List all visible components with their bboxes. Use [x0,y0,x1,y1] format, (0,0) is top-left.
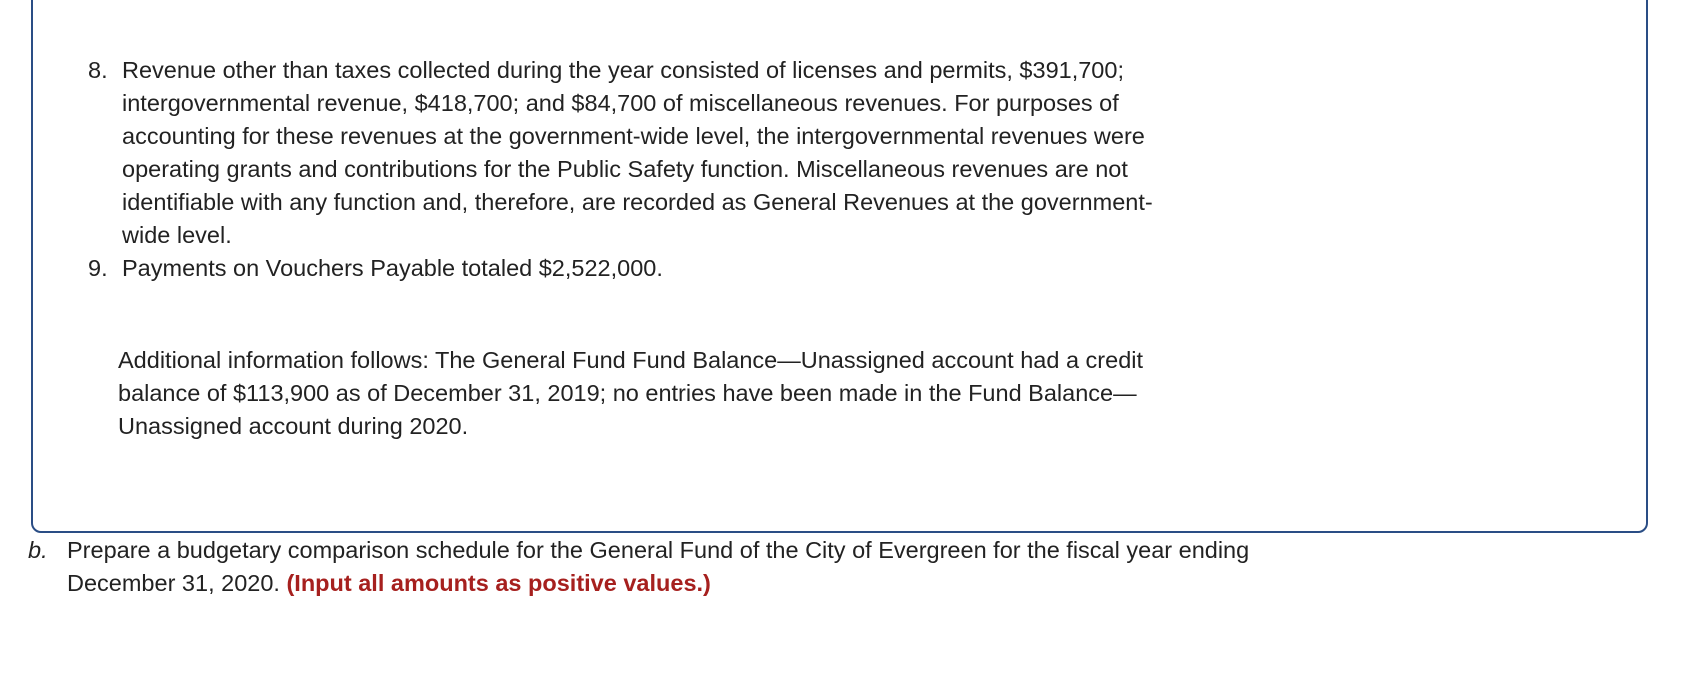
item-8-line: operating grants and contributions for the Public Safety function. Miscellaneous revenues are not [122,156,1128,182]
item-number: 9. [88,255,108,281]
additional-info-line: Additional information follows: The General Fund Fund Balance—Unassigned account had a credit [118,347,1144,373]
item-number: 8. [88,57,108,83]
part-b-date: December 31, 2020. [67,570,280,596]
item-8-line: intergovernmental revenue, $418,700; and $84,700 of miscellaneous revenues. For purposes of [122,90,1119,116]
part-b-question-line2 [67,567,711,600]
additional-info-line: Unassigned account during 2020. [118,413,469,439]
item-8-line: wide level. [122,222,232,248]
part-b-label: b. [28,537,48,563]
item-8-line: Revenue other than taxes collected during the year consisted of licenses and permits, $391,700; [122,57,1124,83]
part-b-instruction: (Input all amounts as positive values.) [286,570,711,596]
item-8-line: accounting for these revenues at the government-wide level, the intergovernmental revenues were [122,123,1145,149]
additional-info-line: balance of $113,900 as of December 31, 2019; no entries have been made in the Fund Balance— [118,380,1137,406]
item-8-line: identifiable with any function and, therefore, are recorded as General Revenues at the government- [122,189,1153,215]
item-9-line: Payments on Vouchers Payable totaled $2,522,000. [122,255,663,281]
part-b-question: Prepare a budgetary comparison schedule for the General Fund of the City of Evergreen for the fiscal year ending [67,537,1250,563]
